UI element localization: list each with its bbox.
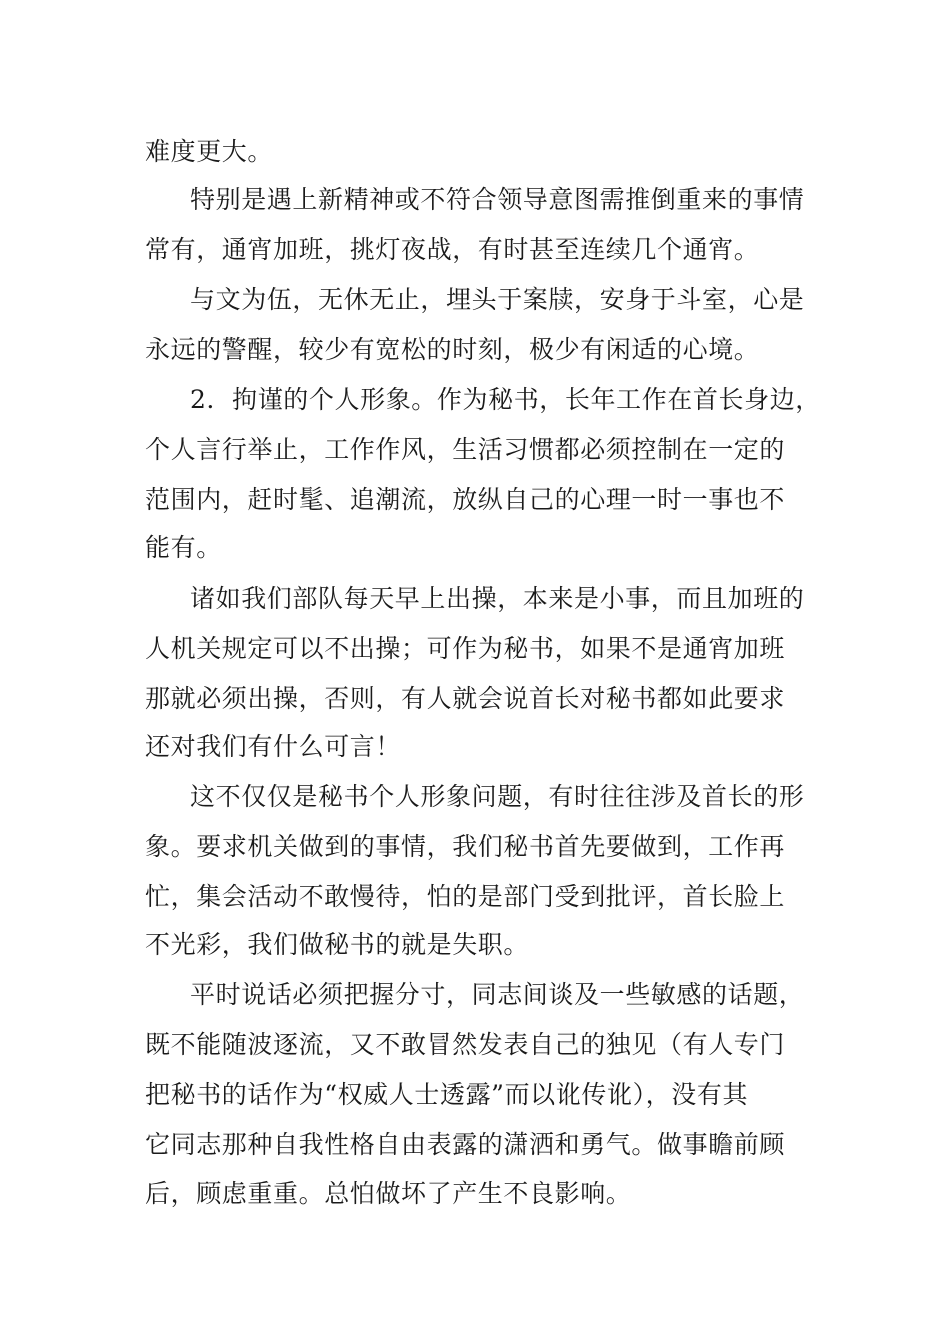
paragraph-start-line: 特别是遇上新精神或不符合领导意图需推倒重来的事情	[190, 185, 805, 214]
text-line: 难度更大。	[145, 137, 274, 166]
text-line: 范围内，赶时髦、追潮流，放纵自己的心理一时一事也不	[145, 485, 786, 514]
text-line: 象。要求机关做到的事情，我们秘书首先要做到，工作再	[145, 832, 786, 861]
text-line: 那就必须出操，否则，有人就会说首长对秘书都如此要求	[145, 684, 786, 713]
text-line: 个人言行举止，工作作风，生活习惯都必须控制在一定的	[145, 435, 786, 464]
text-line: 把秘书的话作为“权威人士透露”而以讹传讹），没有其	[145, 1080, 749, 1109]
text-line: 能有。	[145, 533, 222, 562]
paragraph-start-line: 诸如我们部队每天早上出操，本来是小事，而且加班的	[190, 584, 805, 613]
text-line: 常有，通宵加班，挑灯夜战，有时甚至连续几个通宵。	[145, 235, 760, 264]
paragraph-start-line: 与文为伍，无休无止，埋头于案牍，安身于斗室，心是	[190, 285, 805, 314]
paragraph-start-line: 平时说话必须把握分寸，同志间谈及一些敏感的话题，	[190, 980, 805, 1009]
text-line: 还对我们有什么可言！	[145, 732, 402, 761]
paragraph-start-line: 2．拘谨的个人形象。作为秘书，长年工作在首长身边，	[190, 385, 821, 414]
text-line: 不光彩，我们做秘书的就是失职。	[145, 930, 530, 959]
paragraph-start-line: 这不仅仅是秘书个人形象问题，有时往往涉及首长的形	[190, 782, 805, 811]
text-line: 人机关规定可以不出操；可作为秘书，如果不是通宵加班	[145, 634, 786, 663]
text-line: 忙，集会活动不敢慢待，怕的是部门受到批评，首长脸上	[145, 882, 786, 911]
text-line: 永远的警醒，较少有宽松的时刻，极少有闲适的心境。	[145, 335, 760, 364]
text-line: 既不能随波逐流，又不敢冒然发表自己的独见（有人专门	[145, 1030, 786, 1059]
text-line: 后，顾虑重重。总怕做坏了产生不良影响。	[145, 1179, 632, 1208]
text-line: 它同志那种自我性格自由表露的潇洒和勇气。做事瞻前顾	[145, 1130, 786, 1159]
